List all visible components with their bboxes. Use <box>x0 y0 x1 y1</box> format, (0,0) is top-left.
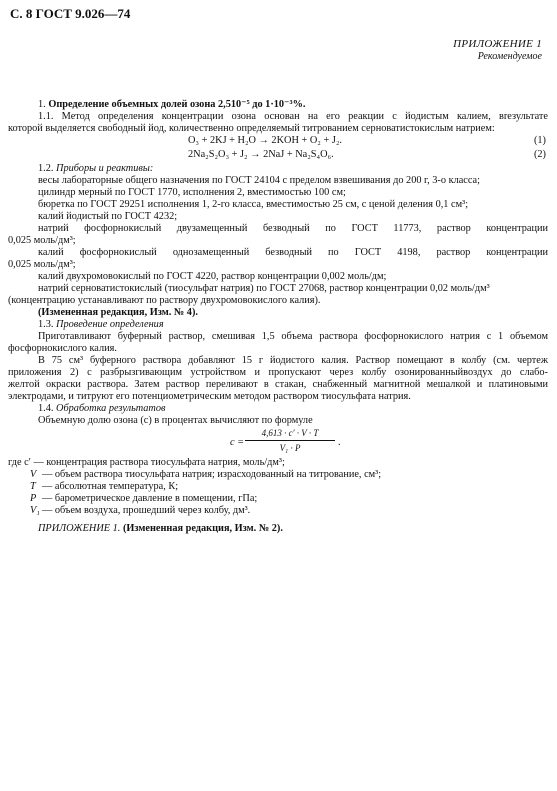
definition-row <box>8 505 548 517</box>
procedure-line: В 75 см³ буферного раствора добавляют 15 г йодистого калия. Раствор помещают в колбу (см. чертеж <box>38 355 548 366</box>
reagent-item: калий йодистый по ГОСТ 4232; <box>38 211 178 222</box>
subsection-title: Приборы и реактивы: <box>56 163 154 174</box>
subsection-1-4 <box>8 403 548 415</box>
definition-symbol: V <box>30 469 37 480</box>
calc-intro: Объемную долю озона (c) в процентах вычисляют по формуле <box>38 415 313 426</box>
footer-note <box>8 523 548 535</box>
equation-1 <box>8 135 548 149</box>
formula-denominator: V₁ · P <box>279 443 301 453</box>
subsection-1-3 <box>8 319 548 331</box>
reagent-item: натрий фосфорнокислый двузамещенный безводный по ГОСТ 11773, раствор концентрации <box>38 223 548 234</box>
subsection-number: 1.4. <box>38 403 54 414</box>
footer-appendix: ПРИЛОЖЕНИЕ 1. <box>38 523 121 534</box>
definition-text: — объем воздуха, прошедший через колбу, дм³. <box>42 505 251 516</box>
reagent-item: калий двухромовокислый по ГОСТ 4220, раствор концентрации 0,002 моль/дм; <box>38 271 387 282</box>
section-heading <box>8 99 548 111</box>
procedure-line: Приготавливают буферный раствор, смешивая 1,5 объема раствора фосфорнокислого натрия с 1 объемом <box>38 331 548 342</box>
formula-end: . <box>338 437 341 448</box>
definition-row <box>8 469 548 481</box>
procedure-line: фосфорнокислого калия. <box>8 343 117 354</box>
subsection-1-2 <box>8 163 548 175</box>
paragraph-1-1-line1: 1.1. Метод определения концентрации озона основан на его реакции с йодистым калием, вrезультате <box>38 111 548 122</box>
equation-2 <box>8 149 548 163</box>
definition-row <box>8 481 548 493</box>
definition-symbol: V₁ <box>30 505 40 516</box>
reagent-item: весы лабораторные общего назначения по ГОСТ 24104 с пределом взвешивания до 200 г, 3-о класса; <box>38 175 480 186</box>
reagent-item-cont: 0,025 моль/дм³; <box>8 259 76 270</box>
subsection-title: Проведение определения <box>56 319 164 330</box>
definition-text: — объем раствора тиосульфата натрия; израсходованный на титрование, см³; <box>42 469 382 480</box>
equation-text: 2Na₂S₂O₃ + J₂ → 2NaJ + Na₂S₄O₆. <box>188 149 334 160</box>
appendix-title: ПРИЛОЖЕНИЕ 1 <box>453 38 542 50</box>
reagent-item: бюретка по ГОСТ 29251 исполнения 1, 2-го класса, вместимостью 25 см, с ценой деления 0,1 см³; <box>38 199 469 210</box>
appendix-subtitle: Рекомендуемое <box>477 51 542 62</box>
definitions-list <box>8 457 548 517</box>
reagent-item-cont: (концентрацию устанавливают по раствору двухромовокислого калия). <box>8 295 321 306</box>
footer-edit: (Измененная редакция, Изм. № 2). <box>122 523 283 534</box>
edit-note: (Измененная редакция, Изм. № 4). <box>38 307 198 318</box>
formula-numerator: 4,613 · c′ · V · T <box>245 427 335 441</box>
subsection-title: Обработка результатов <box>56 403 166 414</box>
formula-fraction <box>245 427 335 454</box>
definition-text: где c′ — концентрация раствора тиосульфата натрия, моль/дм³; <box>8 457 285 468</box>
subsection-number: 1.2. <box>38 163 54 174</box>
definition-row <box>8 493 548 505</box>
equation-number: (1) <box>533 135 546 146</box>
formula-lhs: c = <box>230 437 245 448</box>
definition-row <box>8 457 548 469</box>
section-number: 1. <box>38 99 46 110</box>
equation-text: O₃ + 2KJ + H₂O → 2KOH + O₂ + J₂. <box>188 135 343 146</box>
document-body <box>8 99 548 535</box>
reagent-item: натрий серноватистокислый (тиосульфат натрия) по ГОСТ 27068, раствор концентрации 0,02 моль/дм³ <box>38 283 490 294</box>
reagent-item-cont: 0,025 моль/дм³; <box>8 235 76 246</box>
subsection-number: 1.3. <box>38 319 54 330</box>
definition-symbol: P <box>30 493 37 504</box>
reagent-item: калий фосфорнокислый однозамещенный безводный по ГОСТ 4198, раствор концентрации <box>38 247 548 258</box>
formula <box>8 427 548 457</box>
reagent-item: цилиндр мерный по ГОСТ 1770, исполнения 2, вместимостью 100 см; <box>38 187 346 198</box>
definition-text: — абсолютная температура, К; <box>42 481 179 492</box>
procedure-line: приложения 2) с разбрызгивающим устройством и пропускают через колбу озонированныйвоздух до слабо- <box>8 367 548 378</box>
page-header: С. 8 ГОСТ 9.026—74 <box>10 6 131 21</box>
procedure-line: электродами, и титруют его потенциометрическим методом раствором тиосульфата натрия. <box>8 391 411 402</box>
equation-number: (2) <box>533 149 546 160</box>
procedure-line: желтой окраски раствора. Затем раствор переливают в стакан, снабженный магнитной мешалкой и платиновыми <box>8 379 548 390</box>
paragraph-1-1-line2: которой выделяется свободный йод, количественно определяемый титрованием серноватистокислым натрием: <box>8 123 495 134</box>
definition-text: — барометрическое давление в помещении, гПа; <box>42 493 258 504</box>
section-title: Определение объемных долей озона 2,510⁻⁵ до 1·10⁻³%. <box>48 99 306 110</box>
definition-symbol: T <box>30 481 36 492</box>
